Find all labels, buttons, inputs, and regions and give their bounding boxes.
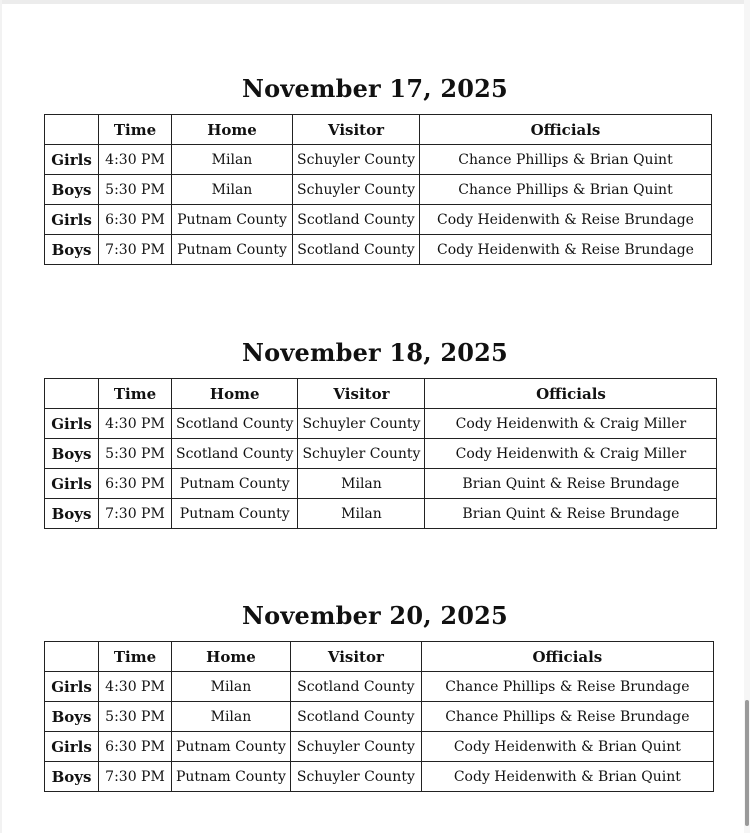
officials-cell: Brian Quint & Reise Brundage [425,499,717,529]
table-header-row [45,379,717,409]
officials-cell: Cody Heidenwith & Reise Brundage [420,235,712,265]
time-cell: 6:30 PM [99,469,172,499]
header-visitor: Visitor [293,115,420,145]
visitor-cell: Milan [298,469,425,499]
table-row [45,409,717,439]
table-row [45,175,712,205]
header-gender [45,115,99,145]
officials-cell: Cody Heidenwith & Brian Quint [421,732,713,762]
table-row [45,762,714,792]
header-officials: Officials [421,642,713,672]
visitor-cell: Scotland County [293,205,420,235]
gender-cell: Girls [45,145,99,175]
header-home: Home [172,642,291,672]
time-cell: 5:30 PM [99,175,172,205]
gender-cell: Girls [45,469,99,499]
header-visitor: Visitor [290,642,421,672]
home-cell: Putnam County [172,499,298,529]
officials-cell: Chance Phillips & Brian Quint [420,175,712,205]
gender-cell: Boys [45,499,99,529]
table-row [45,145,712,175]
schedule-section-nov-20 [0,599,750,786]
home-cell: Milan [172,145,293,175]
header-time: Time [99,379,172,409]
header-officials: Officials [420,115,712,145]
gender-cell: Girls [45,672,99,702]
table-row [45,672,714,702]
home-cell: Scotland County [172,409,298,439]
header-visitor: Visitor [298,379,425,409]
home-cell: Milan [172,672,291,702]
home-cell: Putnam County [172,205,293,235]
time-cell: 7:30 PM [99,762,172,792]
home-cell: Milan [172,702,291,732]
header-time: Time [99,642,172,672]
schedule-table [44,641,714,792]
home-cell: Putnam County [172,762,291,792]
visitor-cell: Scotland County [290,672,421,702]
home-cell: Putnam County [172,235,293,265]
gender-cell: Girls [45,409,99,439]
schedule-date-heading: November 17, 2025 [242,74,508,103]
table-row [45,235,712,265]
window-left-border [0,0,2,833]
visitor-cell: Scotland County [293,235,420,265]
time-cell: 4:30 PM [99,145,172,175]
table-row [45,469,717,499]
vertical-scrollbar-thumb[interactable] [745,700,749,826]
header-home: Home [172,115,293,145]
table-row [45,702,714,732]
table-row [45,732,714,762]
schedule-table [44,378,717,529]
gender-cell: Boys [45,175,99,205]
time-cell: 5:30 PM [99,702,172,732]
table-row [45,439,717,469]
officials-cell: Cody Heidenwith & Brian Quint [421,762,713,792]
home-cell: Putnam County [172,469,298,499]
table-row [45,205,712,235]
officials-cell: Chance Phillips & Brian Quint [420,145,712,175]
header-gender [45,642,99,672]
time-cell: 6:30 PM [99,205,172,235]
table-header-row [45,115,712,145]
gender-cell: Girls [45,205,99,235]
gender-cell: Boys [45,439,99,469]
visitor-cell: Schuyler County [298,409,425,439]
visitor-cell: Milan [298,499,425,529]
header-gender [45,379,99,409]
schedule-date-heading: November 18, 2025 [242,338,508,367]
officials-cell: Brian Quint & Reise Brundage [425,469,717,499]
visitor-cell: Schuyler County [293,145,420,175]
time-cell: 5:30 PM [99,439,172,469]
officials-cell: Chance Phillips & Reise Brundage [421,702,713,732]
visitor-cell: Schuyler County [290,732,421,762]
officials-cell: Cody Heidenwith & Craig Miller [425,409,717,439]
home-cell: Milan [172,175,293,205]
officials-cell: Chance Phillips & Reise Brundage [421,672,713,702]
time-cell: 6:30 PM [99,732,172,762]
home-cell: Scotland County [172,439,298,469]
officials-cell: Cody Heidenwith & Reise Brundage [420,205,712,235]
visitor-cell: Scotland County [290,702,421,732]
gender-cell: Boys [45,235,99,265]
visitor-cell: Schuyler County [298,439,425,469]
header-officials: Officials [425,379,717,409]
visitor-cell: Schuyler County [290,762,421,792]
officials-cell: Cody Heidenwith & Craig Miller [425,439,717,469]
schedule-table [44,114,712,265]
time-cell: 4:30 PM [99,409,172,439]
time-cell: 4:30 PM [99,672,172,702]
table-row [45,499,717,529]
visitor-cell: Schuyler County [293,175,420,205]
table-header-row [45,642,714,672]
header-home: Home [172,379,298,409]
time-cell: 7:30 PM [99,235,172,265]
time-cell: 7:30 PM [99,499,172,529]
window-top-border [0,0,750,4]
home-cell: Putnam County [172,732,291,762]
schedule-section-nov-18 [0,336,750,523]
gender-cell: Boys [45,762,99,792]
header-time: Time [99,115,172,145]
schedule-section-nov-17 [0,72,750,259]
schedule-date-heading: November 20, 2025 [242,601,508,630]
gender-cell: Boys [45,702,99,732]
gender-cell: Girls [45,732,99,762]
